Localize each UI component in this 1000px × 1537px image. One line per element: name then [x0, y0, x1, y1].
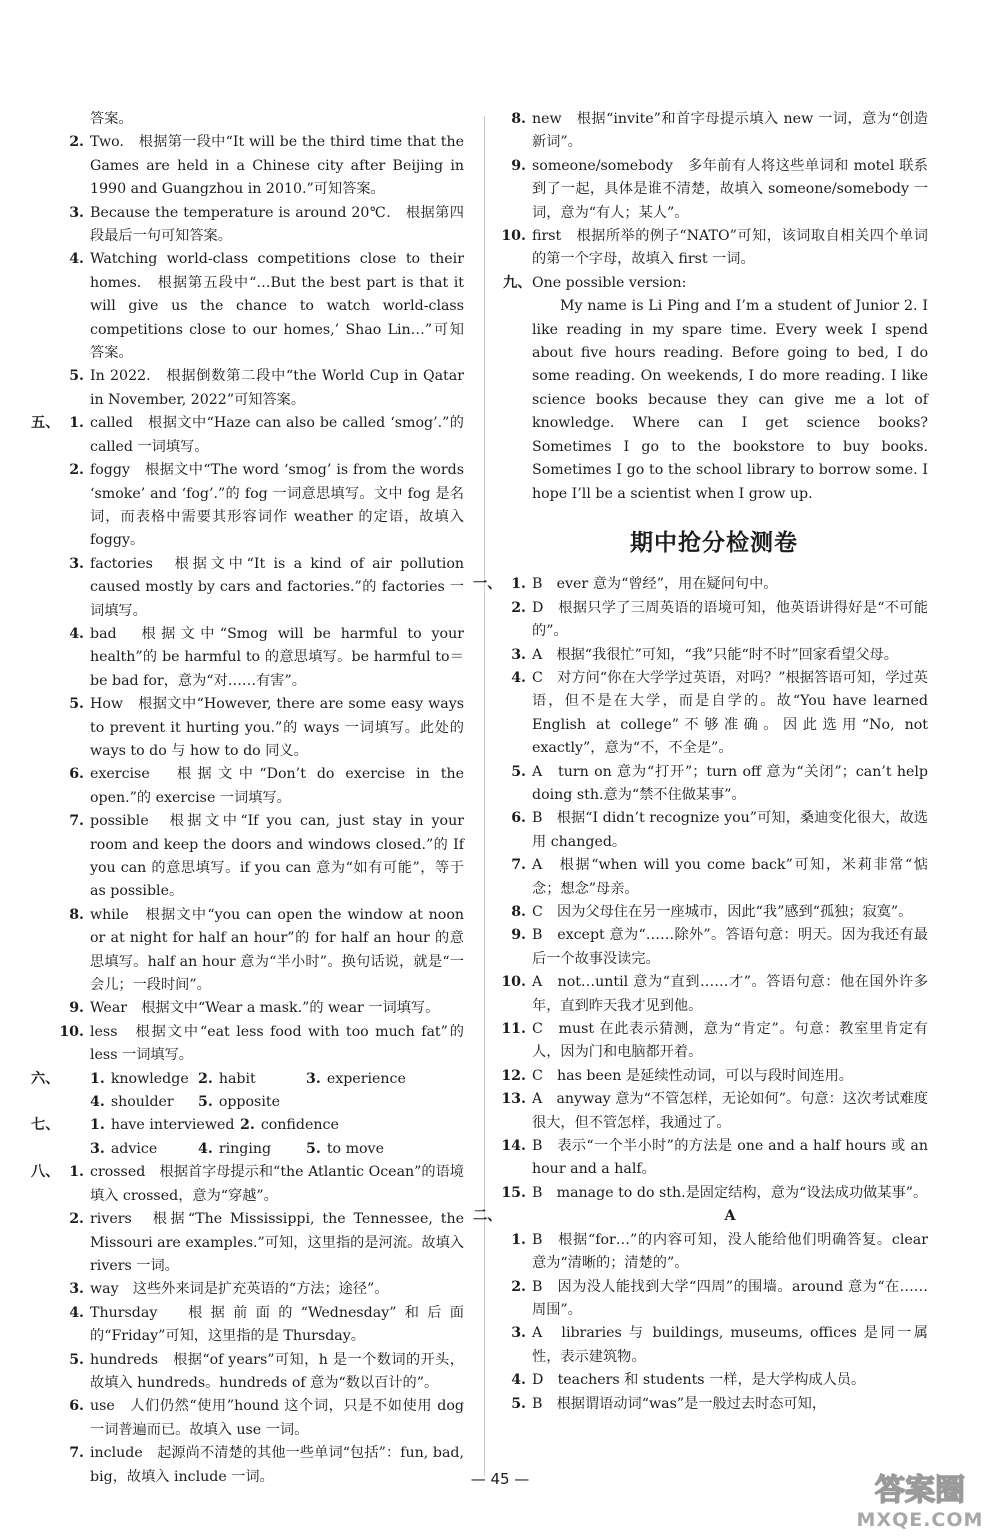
item-number: 5.: [198, 1094, 213, 1111]
answer-text: D 根据只学了三周英语的语境可知，他英语讲得好是“不可能的”。: [532, 599, 928, 640]
answer-item: [500, 854, 928, 901]
item-number: 12.: [501, 1067, 526, 1084]
item-number: 4.: [511, 669, 526, 686]
subsection-label: A: [724, 1208, 736, 1225]
answer-item: [500, 108, 928, 155]
answer-text: 答案。: [90, 111, 133, 127]
answer-text: experience: [326, 1070, 406, 1087]
answer-item: [58, 623, 464, 693]
answer-grid-row: [31, 1114, 464, 1137]
item-number: 1.: [69, 415, 84, 432]
answer-text: B 根据“I didn’t recognize you”可知，桑迪变化很大，故选用 changed。: [532, 810, 928, 850]
answer-cell: [240, 1114, 339, 1137]
answer-text: Because the temperature is around 20℃. 根据第四段最后一句可知答案。: [90, 204, 464, 245]
answer-item: [58, 1278, 464, 1301]
answer-text: knowledge: [110, 1070, 189, 1087]
item-number: 3.: [306, 1070, 321, 1087]
answer-text: bad 根据文中“Smog will be harmful to your health”的 be harmful to 的意思填写。be harmful to＝be bad for，意为“对……有害”。: [90, 625, 464, 689]
answer-item: [58, 202, 464, 249]
answer-grid-row: [58, 1138, 464, 1161]
item-number: 2.: [198, 1070, 213, 1087]
item-number: 4.: [198, 1140, 213, 1157]
answer-item: [58, 810, 464, 904]
answer-item: [500, 807, 928, 854]
item-number: 2.: [69, 1211, 84, 1228]
answer-item: [58, 693, 464, 763]
answer-item: [58, 1349, 464, 1396]
answer-cell: [198, 1068, 306, 1091]
answer-item: [31, 1161, 464, 1208]
left-column: [31, 108, 464, 1489]
answer-text: possible 根据文中“If you can, just stay in your room and keep the doors and windows closed.”的 If you can 的意思填写。if you can 意为“如有可能”，等于 as possible。: [90, 813, 464, 900]
answer-item: [500, 1065, 928, 1088]
answer-text: C has been 是延续性动词，可以与段时间连用。: [532, 1067, 853, 1084]
answer-cell: [90, 1068, 198, 1091]
answer-item: [58, 904, 464, 998]
answer-item: [500, 924, 928, 971]
answer-text: A anyway 意为“不管怎样，无论如何”。句意：这次考试难度很大，但不管怎样，我通过了。: [532, 1091, 928, 1131]
answer-cell: [90, 1138, 198, 1161]
answer-cell: [306, 1138, 384, 1161]
answer-text: confidence: [260, 1117, 339, 1134]
item-number: 2.: [511, 1278, 526, 1295]
item-number: 8.: [69, 906, 84, 923]
item-number: 6.: [69, 766, 84, 783]
answer-item: [500, 1276, 928, 1323]
answer-text: D teachers 和 students 一样，是大学构成人员。: [532, 1372, 866, 1389]
item-number: 4.: [511, 1372, 526, 1389]
item-number: 7.: [511, 857, 526, 874]
answer-text: called 根据文中“Haze can also be called ‘smog’.”的 called 一词填写。: [90, 415, 464, 455]
answer-item: [500, 1393, 928, 1416]
item-number: 3.: [69, 555, 84, 572]
essay-version-label: One possible version:: [532, 274, 687, 291]
watermark-logo: [845, 1466, 995, 1532]
answer-text: new 根据“invite”和首字母提示填入 new 一词，意为“创造新词”。: [532, 111, 928, 151]
item-number: 5.: [69, 368, 84, 385]
answer-text: B manage to do sth.是固定结构，意为“设法成功做某事”。: [532, 1184, 928, 1201]
watermark-line2: MXQE.COM: [856, 1509, 984, 1531]
answer-item: [58, 248, 464, 365]
section-label: 八、: [31, 1164, 60, 1181]
answer-cell: [90, 1114, 240, 1137]
answer-text: Watching world-class competitions close to their homes. 根据第五段中“…But the best part is that it will give us the chance to watch world-class competitions close to our homes,’ Shao Lin…”可知答案。: [90, 251, 464, 362]
answer-text: first 根据所举的例子“NATO”可知，该词取自相关四个单词的第一个字母，故填入 first 一词。: [532, 228, 928, 268]
answer-item: [58, 1302, 464, 1349]
answer-cell: [306, 1068, 406, 1091]
answer-item: [500, 155, 928, 225]
item-number: 10.: [501, 974, 526, 991]
answer-text: shoulder: [110, 1094, 174, 1111]
item-number: 7.: [69, 1445, 84, 1462]
answer-text: A turn on 意为“打开”；turn off 意为“关闭”；can’t help doing sth.意为“禁不住做某事”。: [532, 763, 928, 803]
essay-paragraph: My name is Li Ping and I’m a student of Junior 2. I like reading in my spare time. Every week I spend about five hours reading. Before going to bed, I do some reading. On weekends, I do more reading. I like science books because they can give me a lot of knowledge. Where can I get science books? Sometimes I go to the bookstore to buy books. Sometimes I go to the school library to borrow some. I hope I’ll be a scientist when I grow up.: [532, 298, 928, 502]
item-number: 13.: [501, 1091, 526, 1108]
item-number: 14.: [501, 1138, 526, 1155]
item-number: 1.: [90, 1117, 105, 1134]
answer-text: rivers 根据“The Mississippi, the Tennessee, the Missouri are examples.”可知，这里指的是河流。故填入 rivers 一词。: [90, 1211, 464, 1274]
item-number: 1.: [90, 1070, 105, 1087]
item-number: 8.: [511, 111, 526, 127]
answer-item: [500, 761, 928, 808]
item-number: 10.: [501, 228, 526, 245]
answer-text: opposite: [218, 1094, 280, 1111]
item-number: 2.: [69, 462, 84, 479]
item-number: 3.: [511, 646, 526, 663]
item-number: 4.: [90, 1094, 105, 1111]
answer-item: [500, 1369, 928, 1392]
answer-text: C 对方问“你在大学学过英语，对吗？”根据答语可知，学过英语，但不是在大学，而是自学的。故“You have learned English at college”不够准确。因此选用“No, not exactly”，意为“不，不全是”。: [532, 669, 928, 757]
answer-text: include 起源尚不清楚的其他一些单词“包括”：fun, bad, big，故填入 include 一词。: [90, 1445, 464, 1485]
item-number: 11.: [501, 1021, 526, 1038]
item-number: 5.: [511, 1395, 526, 1412]
answer-item: [58, 365, 464, 412]
item-number: 1.: [511, 576, 526, 593]
watermark-line1: 答案圈: [875, 1473, 965, 1508]
answer-text: crossed 根据首字母提示和“the Atlantic Ocean”的语境填入 crossed，意为“穿越”。: [90, 1164, 464, 1204]
answer-text: C must 在此表示猜测，意为“肯定”。句意：教室里肯定有人，因为门和电脑都开着。: [532, 1021, 928, 1061]
answer-text: Wear 根据文中“Wear a mask.”的 wear 一词填写。: [90, 1000, 440, 1017]
item-number: 15.: [501, 1184, 526, 1201]
item-number: 7.: [69, 813, 84, 830]
answer-text: advice: [110, 1140, 158, 1157]
item-number: 4.: [69, 625, 84, 642]
item-number: 2.: [69, 134, 84, 151]
page-number: — 45 —: [470, 1470, 530, 1488]
answer-grid-row: [58, 1091, 464, 1114]
section-label: 九、: [503, 274, 532, 291]
answer-cell: [198, 1138, 306, 1161]
answer-text: use 人们仍然“使用”hound 这个词，只是不如使用 dog 一词普遍而已。故填入 use 一词。: [90, 1398, 464, 1438]
answer-text: ringing: [218, 1140, 272, 1157]
answer-item: [500, 1135, 928, 1182]
answer-text: A 根据“我很忙”可知，“我”只能“时不时”回家看望父母。: [532, 646, 898, 663]
answer-text: way 这些外来词是扩充英语的“方法；途径”。: [90, 1281, 389, 1298]
section-label: 六、: [31, 1070, 60, 1087]
section-label: 一、: [473, 576, 502, 593]
right-column: [473, 108, 928, 1416]
answer-text: have interviewed: [110, 1117, 235, 1134]
answer-text: hundreds 根据“of years”可知，h 是一个数词的开头，故填入 hundreds。hundreds of 意为“数以百计的”。: [90, 1351, 464, 1391]
answer-item: [31, 412, 464, 459]
answer-text: In 2022. 根据倒数第二段中“the World Cup in Qatar in November, 2022”可知答案。: [90, 368, 464, 408]
item-number: 6.: [511, 810, 526, 827]
essay-heading: [500, 272, 928, 295]
answer-item: [500, 597, 928, 644]
answer-text: while 根据文中“you can open the window at noon or at night for half an hour”的 for half an hour 的意思填写。half an hour 意为“半小时”。换句话说，就是“一会儿；一段时间”。: [90, 906, 464, 994]
answer-item: [58, 1208, 464, 1278]
answer-text: less 根据文中“eat less food with too much fat”的 less 一词填写。: [90, 1023, 464, 1064]
answer-text: B 因为没人能找到大学“四周”的围墙。around 意为“在……周围”。: [532, 1278, 928, 1318]
answer-item: [500, 1182, 928, 1205]
item-number: 1.: [511, 1231, 526, 1248]
answer-item: [58, 1395, 464, 1442]
answer-continuation: [58, 108, 464, 131]
answer-grid-row: [31, 1068, 464, 1091]
section-label: 二、: [473, 1208, 502, 1225]
item-number: 1.: [69, 1164, 84, 1181]
item-number: 5.: [306, 1140, 321, 1157]
column-divider: [484, 116, 485, 1476]
item-number: 4.: [69, 1304, 84, 1321]
answer-item: [58, 1021, 464, 1068]
item-number: 2.: [511, 599, 526, 616]
item-number: 6.: [69, 1398, 84, 1415]
item-number: 3.: [69, 204, 84, 221]
answer-item: [500, 971, 928, 1018]
item-number: 2.: [240, 1117, 255, 1134]
answer-item: [500, 1322, 928, 1369]
answer-text: to move: [326, 1140, 384, 1157]
answer-text: B 根据谓语动词“was”是一般过去时态可知，: [532, 1395, 827, 1412]
item-number: 3.: [511, 1325, 526, 1342]
item-number: 8.: [511, 904, 526, 920]
answer-item: [500, 1088, 928, 1135]
answer-text: someone/somebody 多年前有人将这些单词和 motel 联系到了一起，具体是谁不清楚，故填入 someone/somebody 一词，意为“有人；某人”。: [532, 157, 928, 221]
section-label: 五、: [31, 415, 60, 432]
answer-text: B 根据“for…”的内容可知，没人能给他们明确答复。clear 意为“清晰的；清楚的”。: [532, 1231, 928, 1272]
answer-item: [500, 644, 928, 667]
answer-item: [500, 901, 928, 924]
answer-item: [500, 1018, 928, 1065]
answer-item: [58, 131, 464, 201]
answer-text: A 根据“when will you come back”可知，米莉非常“惦念；想念”母亲。: [532, 857, 928, 897]
item-number: 9.: [69, 1000, 84, 1017]
answer-text: foggy 根据文中“The word ‘smog’ is from the words ‘smoke’ and ‘fog’.”的 fog 一词意思填写。文中 fog 是名词，而表格中需要其形容词作 weather 的定语，故填入 foggy。: [90, 462, 464, 549]
item-number: 3.: [69, 1281, 84, 1298]
answer-text: factories 根据文中“It is a kind of air pollution caused mostly by cars and factories.”的 factories 一词填写。: [90, 555, 464, 619]
item-number: 5.: [69, 1351, 84, 1368]
answer-text: Two. 根据第一段中“It will be the third time that the Games are held in a Chinese city after Beijing in 1990 and Guangzhou in 2010.”可知答案。: [90, 134, 464, 198]
answer-item: [473, 573, 928, 596]
answer-cell: [198, 1091, 280, 1114]
answer-item: [500, 225, 928, 272]
answer-text: C 因为父母住在另一座城市，因此“我”感到“孤独；寂寞”。: [532, 904, 913, 920]
item-number: 9.: [511, 157, 526, 174]
section-label: 七、: [31, 1117, 60, 1134]
answer-text: A not…until 意为“直到……才”。答语句意：他在国外许多年，直到昨天我才见到他。: [532, 974, 928, 1014]
item-number: 10.: [59, 1023, 84, 1040]
answer-item: [58, 459, 464, 553]
answer-text: B except 意为“……除外”。答语句意：明天。因为我还有最后一个故事没读完。: [532, 927, 928, 967]
answer-text: Thursday 根据前面的“Wednesday”和后面的“Friday”可知，这里指的是 Thursday。: [90, 1304, 464, 1345]
answer-item: [58, 763, 464, 810]
item-number: 4.: [69, 251, 84, 268]
item-number: 9.: [511, 927, 526, 944]
item-number: 3.: [90, 1140, 105, 1157]
answer-item: [58, 997, 464, 1020]
answer-item: [58, 553, 464, 623]
subsection-heading: [473, 1205, 928, 1228]
answer-text: B ever 意为“曾经”，用在疑问句中。: [532, 576, 778, 593]
answer-text: exercise 根据文中“Don’t do exercise in the open.”的 exercise 一词填写。: [90, 766, 464, 806]
item-number: 5.: [511, 763, 526, 780]
answer-item: [500, 667, 928, 761]
answer-text: How 根据文中“However, there are some easy ways to prevent it hurting you.”的 ways 一词填写。此处的 ways to do 与 how to do 同义。: [90, 696, 464, 759]
answer-text: A libraries 与 buildings, museums, offices 是同一属性，表示建筑物。: [532, 1325, 928, 1365]
item-number: 5.: [69, 696, 84, 713]
section-title: 期中抢分检测卷: [630, 529, 798, 556]
answer-text: B 表示“一个半小时”的方法是 one and a half hours 或 an hour and a half。: [532, 1138, 928, 1178]
answer-cell: [90, 1091, 198, 1114]
answer-item: [500, 1229, 928, 1276]
answer-text: habit: [218, 1070, 256, 1087]
